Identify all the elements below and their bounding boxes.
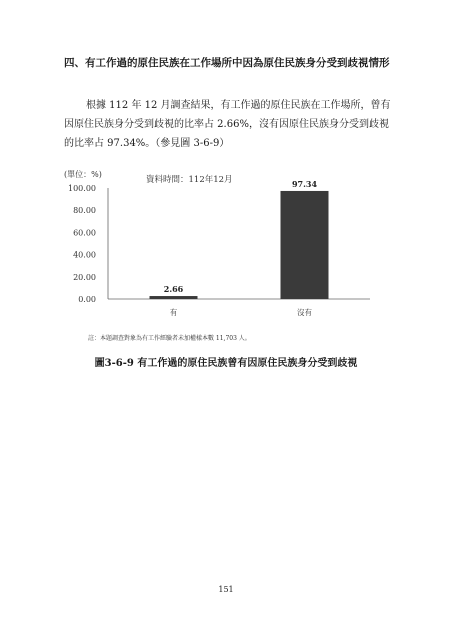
y-tick-label: 20.00 <box>73 272 96 282</box>
y-tick-label: 60.00 <box>73 228 96 238</box>
bar-value-label: 2.66 <box>163 284 184 295</box>
bar-2 <box>281 191 329 299</box>
y-tick-label: 100.00 <box>68 184 96 193</box>
y-tick-label: 0.00 <box>78 295 96 304</box>
section-heading: 四、有工作過的原住民族在工作場所中因為原住民族身分受到歧視情形 <box>64 57 390 69</box>
body-paragraph: 根據 112 年 12 月調查結果，有工作過的原住民族在工作場所，曾有因原住民族身分受到歧視的比率占 2.66%，沒有因原住民族身分受到歧視的比率占 97.34%。（參見圖 3-6-9） <box>64 100 391 149</box>
figure-caption: 圖3-6-9 有工作過的原住民族曾有因原住民族身分受到歧視 <box>94 358 358 369</box>
unit-label: (單位：%) <box>64 170 102 179</box>
bar-1 <box>150 296 198 299</box>
y-tick-label: 40.00 <box>73 250 96 260</box>
time-note: 資料時間：112年12月 <box>146 175 233 185</box>
y-tick-label: 80.00 <box>73 206 96 216</box>
bar-value-label: 97.34 <box>291 178 318 189</box>
x-tick-label: 有 <box>169 308 178 317</box>
x-tick-label: 沒有 <box>297 308 312 317</box>
chart-note: 註：本題調查對象為有工作經驗者未加權樣本數 11,703 人。 <box>88 335 251 342</box>
page-number: 151 <box>218 585 234 594</box>
